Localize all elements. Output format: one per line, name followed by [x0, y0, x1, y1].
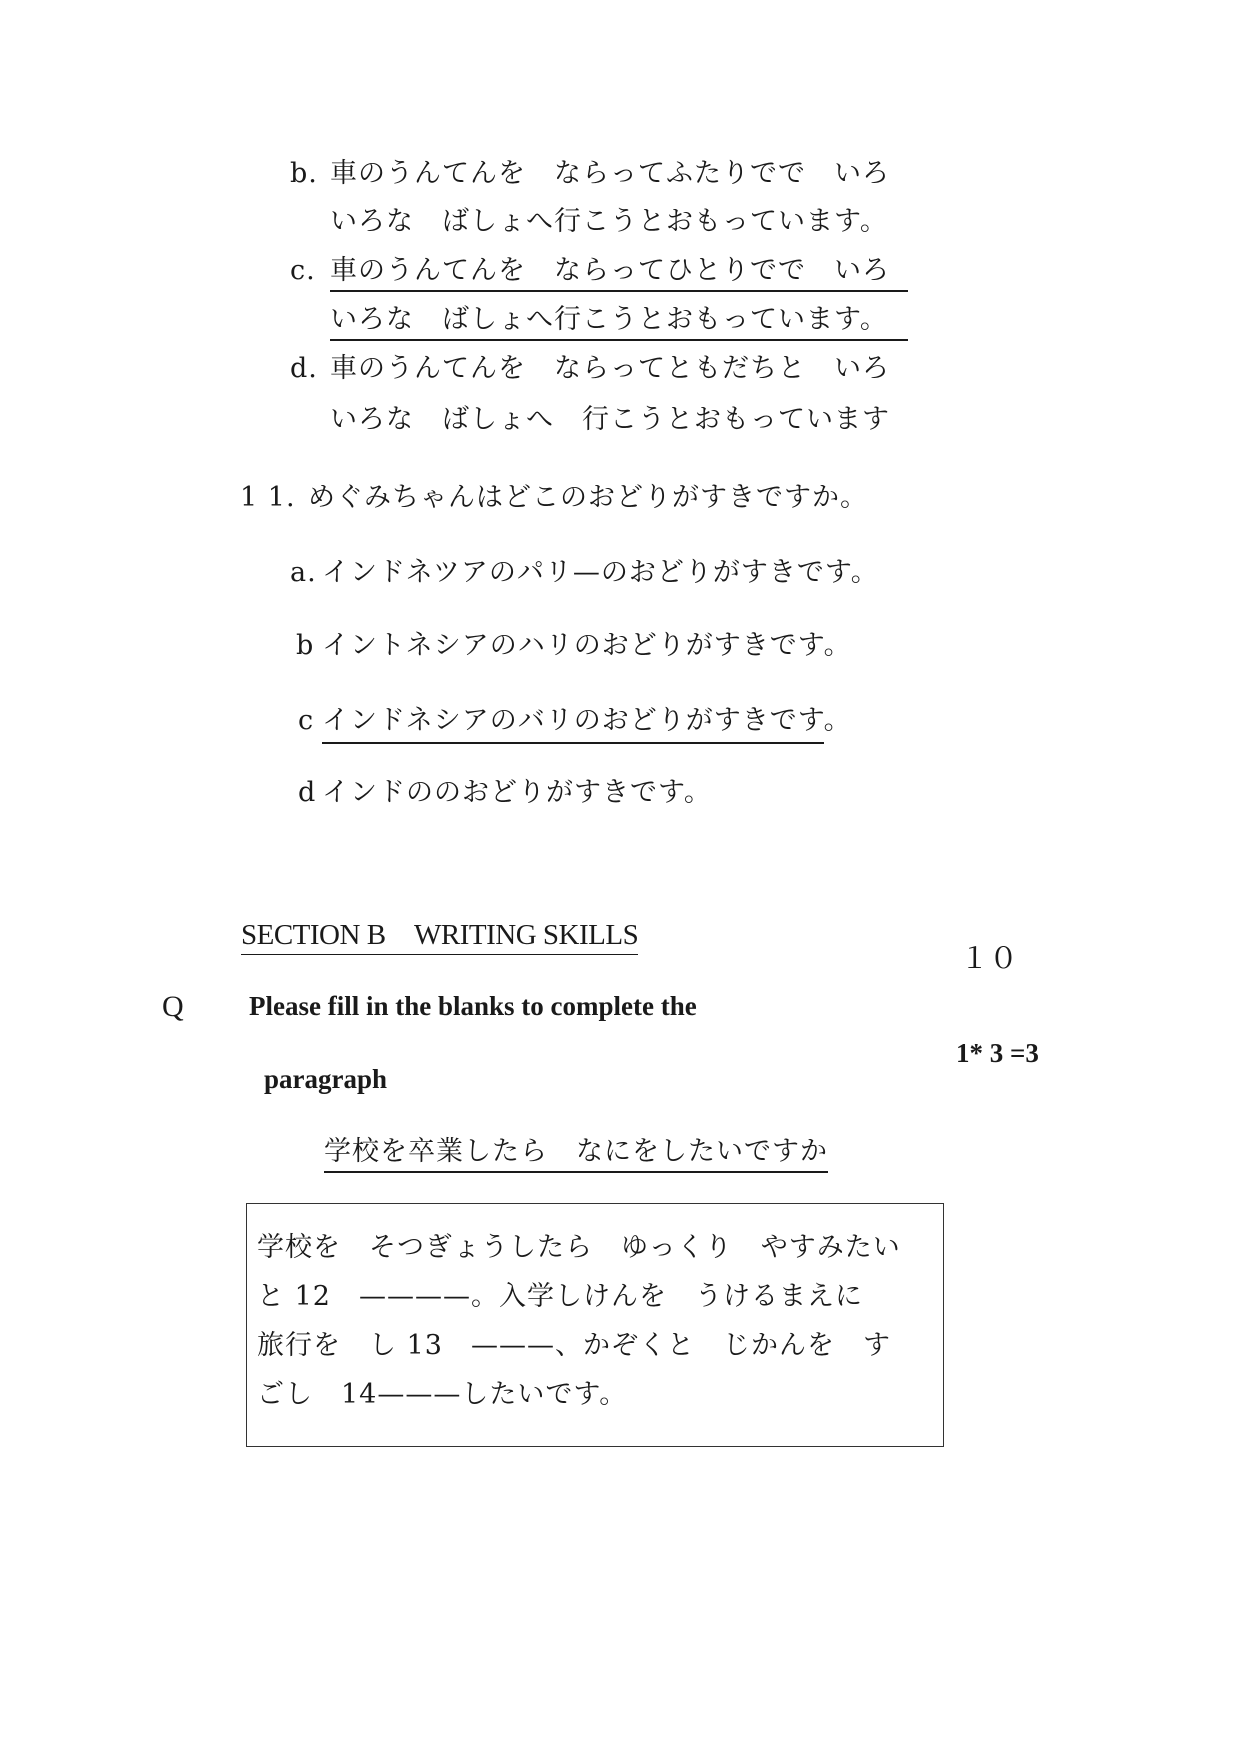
q11-option-b-label: b — [296, 630, 315, 661]
passage-line-3: 旅行を し 13 ———、かぞくと じかんを す — [257, 1330, 891, 1361]
q11-option-c-text: インドネシアのバリのおどりがすきです — [322, 705, 824, 744]
passage-line-2: と 12 ————。入学しけんを うけるまえに — [257, 1281, 863, 1312]
q11-option-c-label: c — [298, 705, 315, 736]
instruction-line-1: Please fill in the blanks to complete the — [249, 991, 697, 1021]
q11-option-b-text: イントネシアのハリのおどりがすきです。 — [322, 630, 852, 661]
sub-marks: 1* 3 =3 — [956, 1038, 1039, 1068]
q10-option-c-line2: いろな ばしょへ行こうとおもっています。 — [330, 306, 908, 341]
instruction-line-2: paragraph — [264, 1064, 388, 1094]
passage-title: 学校を卒業したら なにをしたいですか — [324, 1138, 828, 1173]
q11-option-c-punct: 。 — [823, 705, 852, 736]
q11-number: 1 1. — [240, 482, 296, 513]
q11-option-d-text: インドののおどりがすきです。 — [322, 777, 712, 808]
q11-option-d-label: d — [298, 777, 317, 808]
passage-line-4: ごし 14———したいです。 — [257, 1379, 628, 1410]
q10-option-c-label: c. — [290, 255, 316, 286]
question-label: Q — [162, 990, 184, 1023]
q11-option-a-label: a. — [290, 557, 317, 588]
q10-option-d-line1: 車のうんてんを ならってともだちと いろ — [330, 353, 890, 384]
q10-option-b-line1: 車のうんてんを ならってふたりでで いろ — [330, 158, 890, 189]
section-b-marks: １０ — [960, 943, 1019, 975]
q11-question: めぐみちゃんはどこのおどりがすきですか。 — [308, 482, 868, 513]
section-b-heading: SECTION B WRITING SKILLS — [241, 921, 638, 955]
q10-option-d-label: d. — [290, 353, 318, 384]
passage-line-1: 学校を そつぎょうしたら ゆっくり やすみたい — [257, 1232, 901, 1263]
q10-option-c-line1: 車のうんてんを ならってひとりでで いろ — [330, 257, 908, 292]
q10-option-b-line2: いろな ばしょへ行こうとおもっています。 — [330, 206, 888, 237]
q10-option-b-label: b. — [290, 158, 318, 189]
q11-option-c-answer — [322, 707, 852, 734]
q11-option-a-text: インドネツアのパリ—のおどりがすきです。 — [322, 557, 879, 588]
q10-option-d-line2: いろな ばしょへ 行こうとおもっています — [330, 404, 890, 435]
